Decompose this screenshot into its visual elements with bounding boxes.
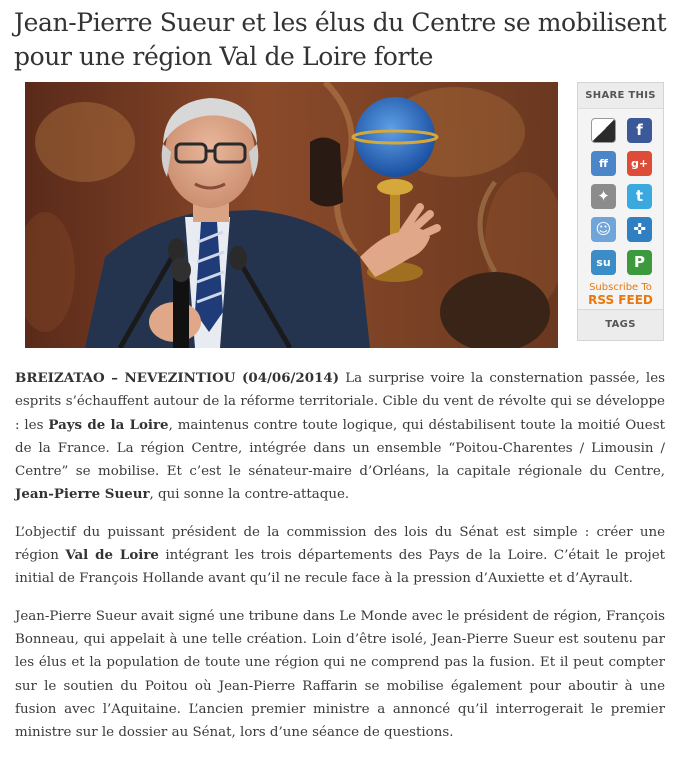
facebook-icon[interactable]: f (627, 118, 652, 143)
tags-heading: TAGS (578, 309, 663, 340)
stumbleupon-icon[interactable]: su (591, 250, 616, 275)
bold-text: Val de Loire (65, 547, 159, 564)
share-heading: SHARE THIS (578, 83, 663, 109)
bold-text: Jean-Pierre Sueur (15, 486, 150, 503)
text-run: , maintenus contre toute logique, qui déstabilisent toute la moitié Ouest de la France. La région Centre, intégrée dans un ensemble “Poitou-Charentes / Limousin / Centre” se mobilise. Et c’est le sénateur-maire d’Orléans, la capitale régionale du Centre, (15, 417, 665, 480)
article-paragraph (15, 367, 665, 507)
text-run: Jean-Pierre Sueur avait signé une tribune dans Le Monde avec le président de région, François Bonneau, qui appelait à une telle création. Loin d’être isolé, Jean-Pierre Sueur est soutenu par les élus et la population de toute une région qui ne comprend pas la fusion. Et il peut compter sur le soutien du Poitou où Jean-Pierre Raffarin se mobilise également pour aboutir à une fusion avec l’Aquitaine. L’ancien premier ministre a annoncé qu’il interrogerait le premier ministre sur le dossier au Sénat, lors d’une séance de questions. (15, 608, 665, 741)
share-icons (578, 109, 663, 281)
text-run: La surprise voire la consternation passée, les esprits s’échauffent autour de la réforme territoriale. Cible du vent de révolte qui se développe : les (15, 371, 666, 433)
article-photo (25, 82, 558, 348)
rss-subscribe-link[interactable] (578, 281, 663, 307)
bold-text: BREIZATAO – NEVEZINTIOU (04/06/2014) (15, 370, 340, 386)
article-title: Jean-Pierre Sueur et les élus du Centre se mobilisent pour une région Val de Loire forte (14, 8, 667, 71)
twitter-icon[interactable]: t (627, 184, 652, 209)
bold-text: Pays de la Loire (48, 416, 169, 433)
text-run: intégrant les trois départements des Pays de la Loire. C’était le projet initial de François Hollande avant qu’il ne recule face à la pression d’Auxiette et d’Ayrault. (15, 548, 666, 587)
posterous-icon[interactable]: P (627, 250, 652, 275)
delicious-icon[interactable] (591, 118, 616, 143)
reddit-icon[interactable]: ☺ (591, 217, 616, 242)
article-body (15, 367, 665, 758)
speaker-photo-illustration (25, 82, 558, 348)
article-paragraph (15, 605, 665, 745)
rss-line2: RSS FEED (588, 293, 653, 307)
text-run: L’objectif du puissant président de la commission des lois du Sénat est simple : créer une région (15, 524, 665, 564)
myspace-icon[interactable]: ✦ (591, 184, 616, 209)
article-paragraph (15, 521, 665, 591)
rss-line1: Subscribe To (589, 282, 652, 293)
google-icon[interactable]: g+ (627, 151, 652, 176)
technorati-icon[interactable]: ✜ (627, 217, 652, 242)
text-run: , qui sonne la contre-attaque. (149, 487, 350, 503)
friendfeed-icon[interactable]: ff (591, 151, 616, 176)
share-widget (577, 82, 664, 341)
